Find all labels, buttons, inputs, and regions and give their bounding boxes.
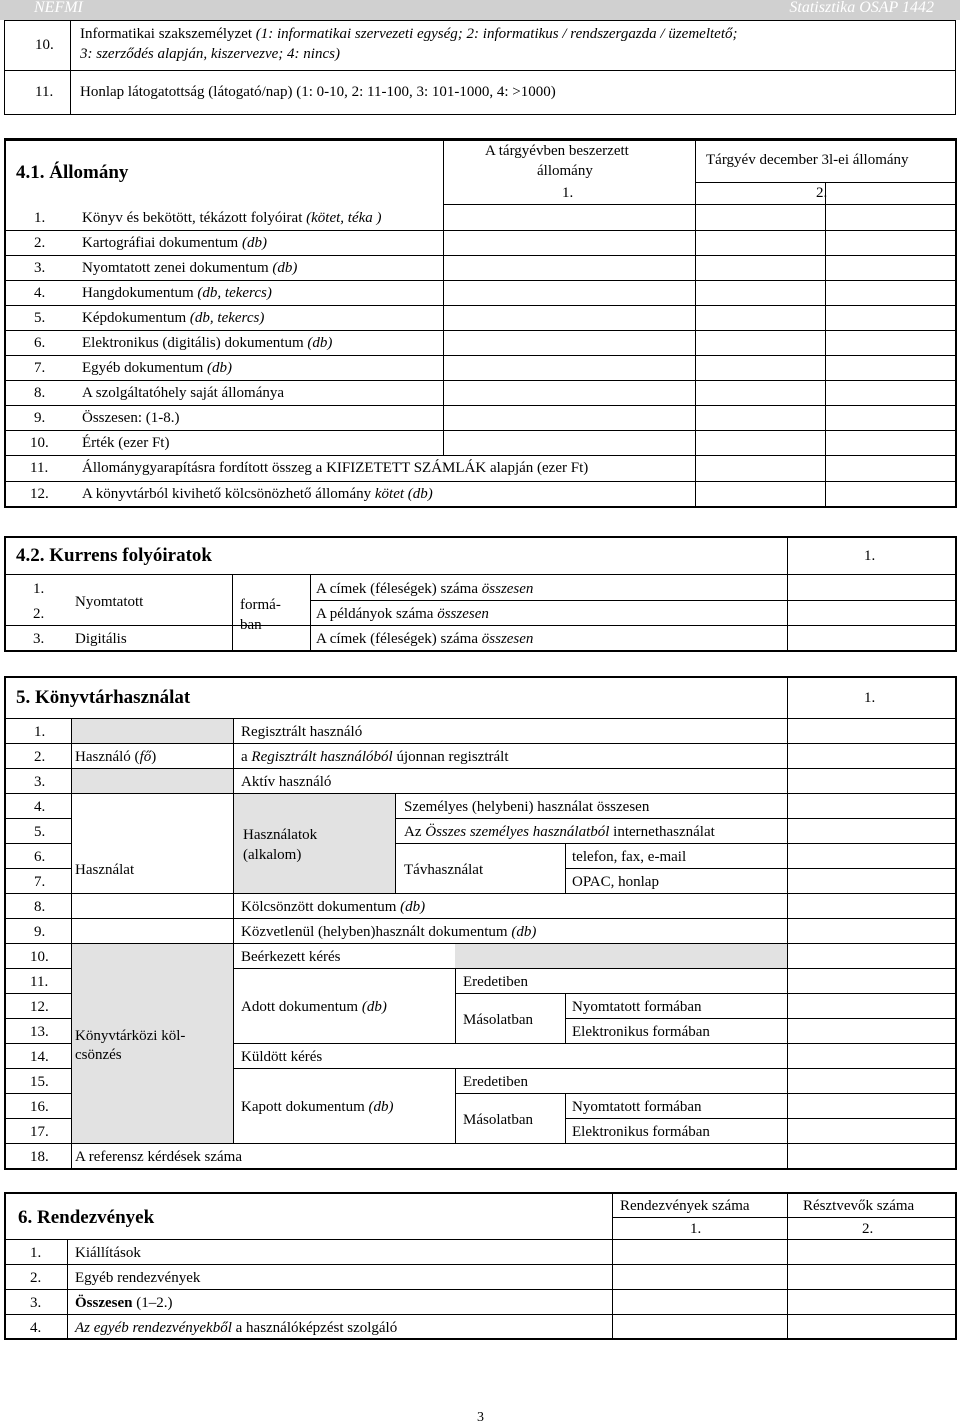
- label-original: Eredetiben: [463, 1074, 528, 1090]
- col-num-2: 2.: [862, 1221, 874, 1237]
- row-number: 3.: [33, 631, 45, 647]
- row-label-range: (1–2.): [132, 1295, 173, 1311]
- row-label-text: Nyomtatott zenei dokumentum: [82, 260, 273, 276]
- col-num-1: 1.: [562, 185, 574, 201]
- row-label: A címek (féleségek) száma: [316, 631, 482, 647]
- row-number: 11.: [30, 974, 49, 990]
- row-label-text: A szolgáltatóhely saját állománya: [82, 385, 285, 401]
- row-label-unit: (db, tekercs): [189, 310, 265, 326]
- row-label-unit: (db, tekercs): [197, 285, 272, 301]
- row-options: (1: 0-10, 2: 11-100, 3: 101-1000, 4: >1000): [296, 84, 556, 100]
- row-number: 3.: [34, 260, 46, 276]
- section-title: 6. Rendezvények: [18, 1207, 155, 1228]
- label-ill-b: csönzés: [75, 1047, 122, 1063]
- row-label: [82, 460, 588, 477]
- row-number: 15.: [30, 1074, 49, 1090]
- row-number: 4.: [30, 1320, 42, 1336]
- row-number: 9.: [34, 410, 46, 426]
- row-label: [82, 435, 169, 452]
- row-label: [82, 235, 267, 252]
- row-number: 4.: [34, 285, 46, 301]
- row-number: 11.: [35, 84, 54, 100]
- row-number: 17.: [30, 1124, 49, 1140]
- row-label: [82, 410, 179, 427]
- label-internet-c: internethasználat: [609, 824, 715, 840]
- row-label: Összesen: [75, 1295, 133, 1311]
- row-number: 10.: [30, 435, 49, 451]
- row-number: 13.: [30, 1024, 49, 1040]
- row-number: 16.: [30, 1099, 49, 1115]
- label-new-a: a: [241, 749, 252, 765]
- row-number: 2.: [30, 1270, 42, 1286]
- row-label-italic: összesen: [437, 606, 489, 622]
- row-number: 1.: [30, 1245, 42, 1261]
- label-given: Adott dokumentum: [241, 999, 362, 1015]
- section-title: 5. Könyvtárhasználat: [16, 687, 191, 708]
- row-number: 9.: [34, 924, 46, 940]
- label-format-b: ban: [240, 617, 262, 633]
- row-number: 3.: [30, 1295, 42, 1311]
- row-number: 14.: [30, 1049, 49, 1065]
- row-label-unit: kötet (db): [374, 486, 433, 502]
- label-printed: Nyomtatott: [75, 594, 144, 610]
- row-label-unit: (db): [272, 260, 298, 276]
- label-user: Használó (: [75, 749, 140, 765]
- label-usages: Használatok: [243, 827, 318, 843]
- label-loaned-unit: (db): [400, 899, 426, 915]
- col-head-stock: Tárgyév december 3l-ei állomány: [706, 152, 909, 168]
- label-user-close: ): [151, 749, 157, 765]
- row-label-text: Képdokumentum: [82, 310, 190, 326]
- label-loaned: Kölcsönzött dokumentum: [241, 899, 401, 915]
- page-number: 3: [477, 1410, 484, 1425]
- row-label-italic: összesen: [481, 631, 534, 647]
- label-opac: OPAC, honlap: [572, 874, 659, 890]
- label-phone: telefon, fax, e-mail: [572, 849, 687, 865]
- row-label: [82, 260, 297, 277]
- page-header: [0, 0, 960, 20]
- row-label: [82, 385, 284, 402]
- label-remote: Távhasználat: [404, 862, 484, 878]
- row-number: 7.: [34, 360, 46, 376]
- row-number: 7.: [34, 874, 46, 890]
- col-head-acquired-b: állomány: [537, 163, 593, 179]
- label-given-unit: (db): [361, 999, 387, 1015]
- row-label-text: Hangdokumentum: [82, 285, 198, 301]
- row-label: Egyéb rendezvények: [75, 1270, 201, 1286]
- row-number: 1.: [34, 210, 46, 226]
- label-electronic-form: Elektronikus formában: [572, 1024, 710, 1040]
- row-number: 10.: [35, 37, 54, 53]
- label-ill: Könyvtárközi köl-: [75, 1028, 186, 1044]
- row-label-unit: (db): [241, 235, 267, 251]
- label-original: Eredetiben: [463, 974, 528, 990]
- row-label-text: Összesen: (1-8.): [82, 410, 180, 426]
- row-label: [82, 335, 332, 352]
- row-number: 1.: [34, 724, 46, 740]
- row-number: 6.: [34, 335, 46, 351]
- row-options: (1: informatikai szervezeti egység; 2: informatikus / rendszergazda / üzemeltető;: [255, 26, 738, 42]
- label-registered: Regisztrált használó: [241, 724, 363, 740]
- row-label: Kiállítások: [75, 1245, 141, 1261]
- row-label: [82, 210, 382, 227]
- col-num-2: 2.: [816, 185, 828, 201]
- row-label: [82, 310, 264, 327]
- row-label-text: Elektronikus (digitális) dokumentum: [82, 335, 308, 351]
- label-direct-unit: (db): [511, 924, 537, 940]
- label-received: Beérkezett kérés: [241, 949, 341, 965]
- row-label: Honlap látogatottság (látogató/nap): [80, 84, 297, 100]
- section-title: 4.1. Állomány: [16, 162, 129, 183]
- row-label-italic: összesen: [481, 581, 534, 597]
- row-label: [82, 486, 433, 503]
- row-number: 11.: [30, 460, 49, 476]
- col-num-1: 1.: [864, 548, 876, 564]
- label-print-form: Nyomtatott formában: [572, 1099, 702, 1115]
- row-label-text: Könyv és bekötött, tékázott folyóirat: [82, 210, 307, 226]
- row-number: 10.: [30, 949, 49, 965]
- col-num-1: 1.: [690, 1221, 702, 1237]
- label-electronic-form: Elektronikus formában: [572, 1124, 710, 1140]
- col-num-1: 1.: [864, 690, 876, 706]
- label-new-c: újonnan regisztrált: [392, 749, 509, 765]
- label-got-unit: (db): [368, 1099, 394, 1115]
- row-label-text: Állománygyarapításra fordított összeg a KIFIZETETT SZÁMLÁK alapján (ezer Ft): [82, 460, 589, 476]
- label-reference: A referensz kérdések száma: [75, 1149, 242, 1165]
- label-copy: Másolatban: [463, 1012, 533, 1028]
- row-number: 8.: [34, 899, 46, 915]
- label-usages-unit: (alkalom): [243, 847, 302, 863]
- row-label: [82, 285, 272, 302]
- row-label-unit: (kötet, téka ): [306, 210, 382, 226]
- col-head-events: Rendezvények száma: [620, 1198, 750, 1214]
- row-number: 5.: [34, 824, 46, 840]
- row-number: 2.: [34, 749, 46, 765]
- header-left: NEFMI: [34, 0, 83, 16]
- label-direct: Közvetlenül (helyben)használt dokumentum: [241, 924, 512, 940]
- row-number: 12.: [30, 999, 49, 1015]
- section-title: 4.2. Kurrens folyóiratok: [16, 545, 212, 566]
- label-internet-b: Összes személyes használatból: [425, 824, 610, 840]
- row-label: A példányok száma: [316, 606, 438, 622]
- row-label: [82, 360, 232, 377]
- row-number: 1.: [33, 581, 45, 597]
- row-number: 18.: [30, 1149, 49, 1165]
- row-label: Az egyéb rendezvényekből: [75, 1320, 232, 1336]
- col-head-acquired: A tárgyévben beszerzett: [485, 143, 629, 159]
- row-label: Informatikai szakszemélyzet: [80, 26, 256, 42]
- label-sent: Küldött kérés: [241, 1049, 323, 1065]
- row-label-text: Kartográfiai dokumentum: [82, 235, 242, 251]
- row-number: 6.: [34, 849, 46, 865]
- row-number: 2.: [34, 235, 46, 251]
- label-internet-a: Az: [404, 824, 426, 840]
- row-number: 4.: [34, 799, 46, 815]
- row-label-text: Egyéb dokumentum: [82, 360, 207, 376]
- row-number: 2.: [33, 606, 45, 622]
- label-got: Kapott dokumentum: [241, 1099, 369, 1115]
- label-copy: Másolatban: [463, 1112, 533, 1128]
- label-active: Aktív használó: [241, 774, 332, 790]
- row-options-cont: 3: szerződés alapján, kiszervezve; 4: nincs): [80, 46, 340, 62]
- header-right: Statisztika OSAP 1442: [789, 0, 934, 16]
- row-label-rest: a használóképzést szolgáló: [231, 1320, 398, 1336]
- row-number: 12.: [30, 486, 49, 502]
- row-label: A címek (féleségek) száma: [316, 581, 482, 597]
- label-format: formá-: [240, 597, 281, 613]
- label-user-unit: fő: [139, 749, 152, 765]
- row-number: 5.: [34, 310, 46, 326]
- label-usage: Használat: [75, 862, 135, 878]
- label-new-b: Regisztrált használóból: [251, 749, 393, 765]
- label-personal: Személyes (helybeni) használat összesen: [404, 799, 650, 815]
- label-print-form: Nyomtatott formában: [572, 999, 702, 1015]
- row-label-unit: (db): [206, 360, 232, 376]
- row-label-text: Érték (ezer Ft): [82, 435, 170, 451]
- col-head-participants: Résztvevők száma: [803, 1198, 915, 1214]
- row-label-unit: (db): [307, 335, 333, 351]
- row-label-text: A könyvtárból kivihető kölcsönözhető állomány: [82, 486, 375, 502]
- row-number: 3.: [34, 774, 46, 790]
- label-digital: Digitális: [75, 631, 127, 647]
- row-number: 8.: [34, 385, 46, 401]
